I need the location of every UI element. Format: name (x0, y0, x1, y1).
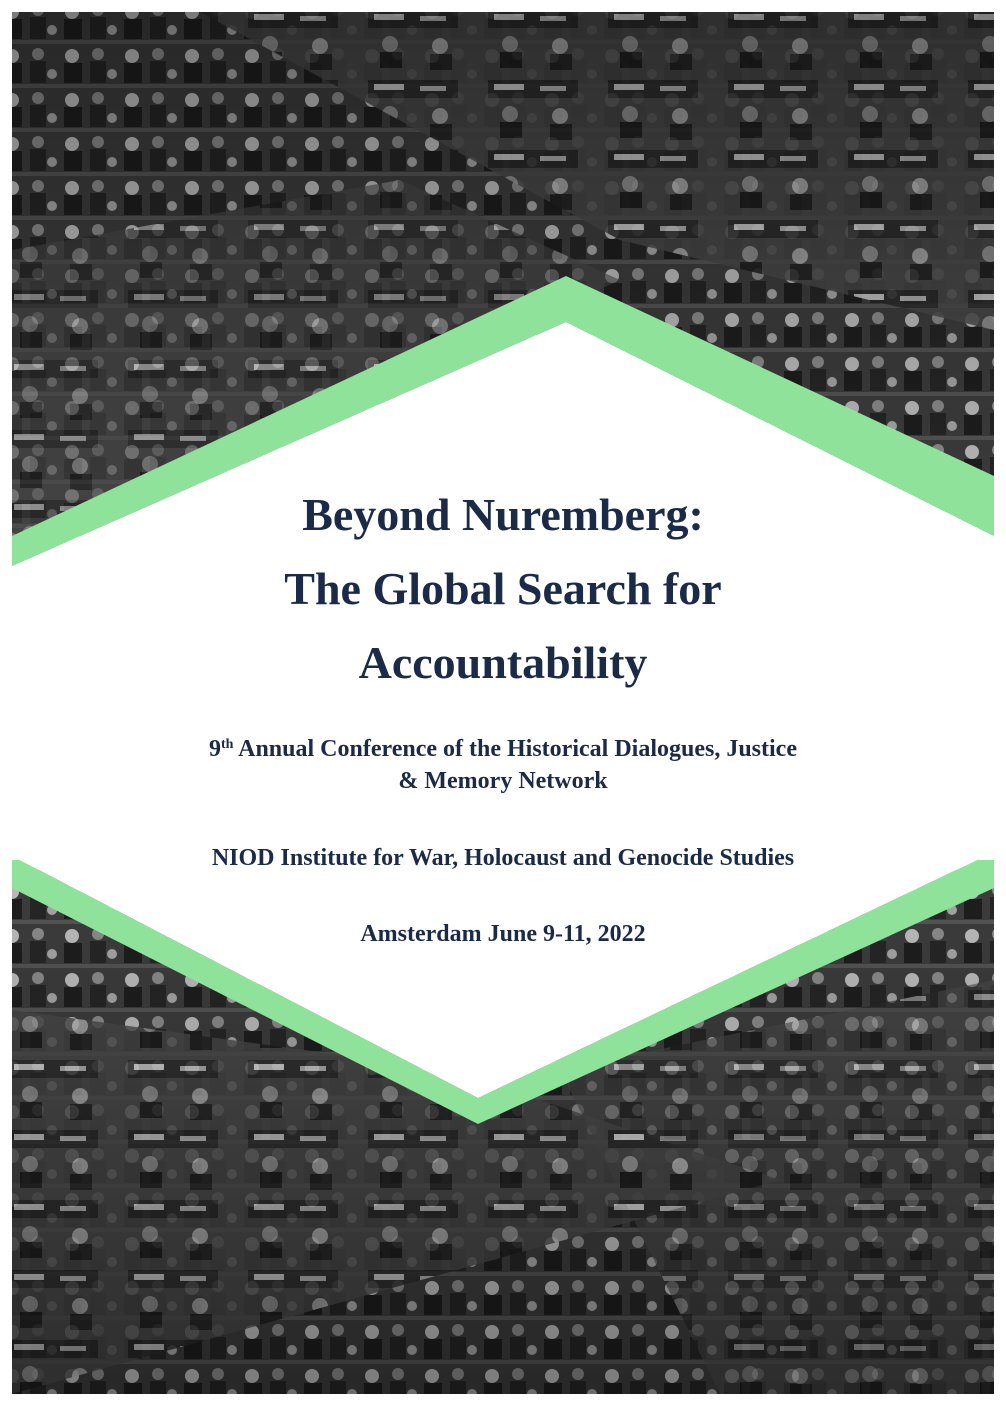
poster-title (0, 478, 1006, 700)
title-line-3: Accountability (358, 637, 648, 688)
ordinal-suffix: th (221, 737, 234, 752)
conference-line-1 (0, 733, 1006, 765)
ordinal-number: 9 (209, 736, 221, 762)
conference-line-1-text: Annual Conference of the Historical Dialogues, Justice (233, 736, 797, 762)
title-line-1: Beyond Nuremberg: (302, 489, 704, 540)
title-line-2: The Global Search for (284, 563, 722, 614)
event-date-location: Amsterdam June 9-11, 2022 (360, 921, 646, 947)
conference-description (0, 733, 1006, 797)
institute-name: NIOD Institute for War, Holocaust and Genocide Studies (211, 845, 795, 871)
conference-line-2: & Memory Network (398, 768, 608, 794)
